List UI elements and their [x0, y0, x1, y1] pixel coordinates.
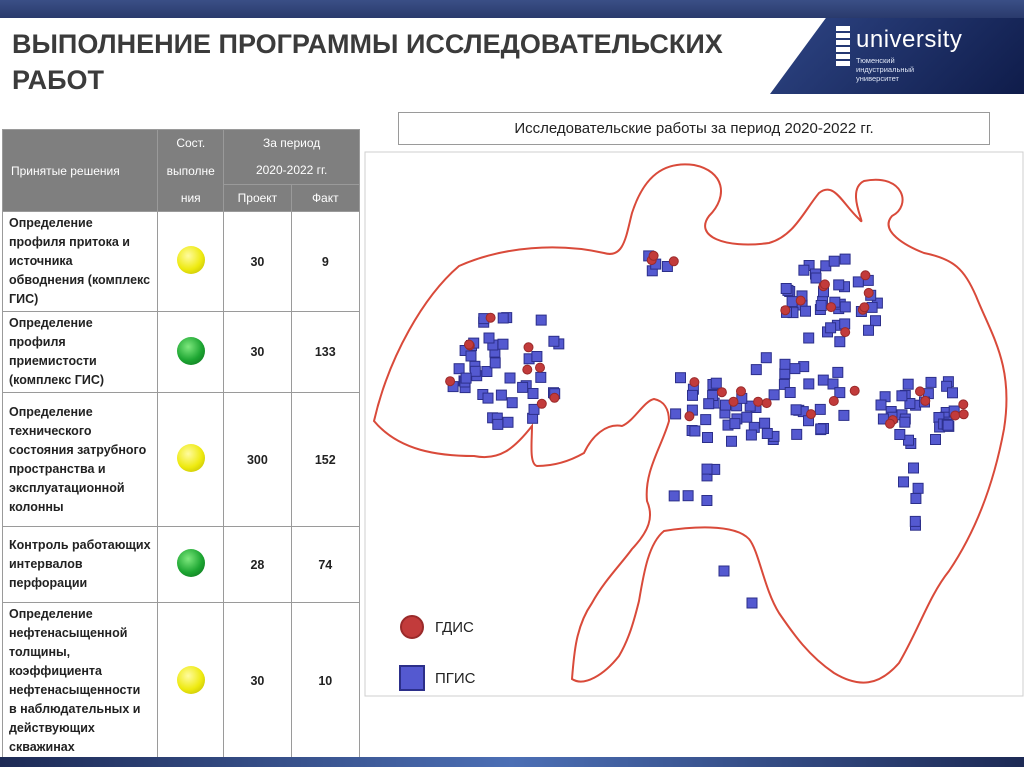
pgis-well-marker [791, 405, 801, 415]
pgis-well-marker [835, 388, 845, 398]
gdis-well-marker [850, 386, 859, 395]
pgis-well-marker [801, 306, 811, 316]
pgis-well-marker [498, 313, 508, 323]
fact-cell: 10 [291, 603, 359, 760]
gdis-well-marker [864, 288, 873, 297]
pgis-well-marker [840, 302, 850, 312]
pgis-well-marker [490, 358, 500, 368]
pgis-well-marker [518, 382, 528, 392]
pgis-well-marker [826, 323, 836, 333]
university-logo [836, 22, 986, 88]
pgis-well-marker [909, 463, 919, 473]
header-period-1: За период [224, 130, 360, 157]
pgis-well-marker [690, 426, 700, 436]
gdis-well-marker [754, 397, 763, 406]
pgis-well-marker [751, 365, 761, 375]
pgis-well-marker [871, 316, 881, 326]
pgis-well-marker [493, 419, 503, 429]
project-cell: 28 [224, 527, 291, 603]
map-title: Исследовательские работы за период 2020-2022 гг. [398, 112, 990, 145]
pgis-well-marker [711, 378, 721, 388]
header-status-2: выполне [158, 157, 224, 185]
header-decisions: Принятые решения [3, 130, 158, 212]
bottom-bar [0, 757, 1024, 767]
project-cell: 300 [224, 393, 291, 527]
blue-square-marker-icon [399, 665, 425, 691]
pgis-well-marker [926, 377, 936, 387]
status-yellow-icon [177, 444, 205, 472]
legend-gdis-label: ГДИС [435, 618, 474, 636]
gdis-well-marker [959, 400, 968, 409]
pgis-well-marker [792, 429, 802, 439]
pgis-well-marker [780, 369, 790, 379]
pgis-well-marker [536, 372, 546, 382]
gdis-well-marker [486, 313, 495, 322]
fact-cell: 9 [291, 212, 359, 312]
gdis-well-marker [951, 411, 960, 420]
pgis-well-marker [911, 494, 921, 504]
decision-cell: Определение нефтенасыщенной толщины, коэффициента нефтенасыщенности в наблюдательных и действующих скважинах [3, 603, 158, 760]
pgis-well-marker [727, 436, 737, 446]
pgis-well-marker [505, 373, 515, 383]
pgis-well-marker [454, 364, 464, 374]
legend-pgis [399, 665, 476, 691]
header-project: Проект [224, 185, 291, 212]
pgis-well-marker [484, 333, 494, 343]
pgis-well-marker [701, 415, 711, 425]
pgis-well-marker [787, 297, 797, 307]
gdis-well-marker [762, 399, 771, 408]
gdis-well-marker [524, 343, 533, 352]
gdis-well-marker [669, 257, 678, 266]
pgis-well-marker [470, 366, 480, 376]
pgis-well-marker [829, 256, 839, 266]
pgis-well-marker [742, 412, 752, 422]
gdis-well-marker [829, 397, 838, 406]
gdis-well-marker [827, 303, 836, 312]
red-circle-marker-icon [399, 614, 425, 640]
pgis-well-marker [897, 391, 907, 401]
pgis-well-marker [769, 390, 779, 400]
gdis-well-marker [685, 412, 694, 421]
pgis-well-marker [528, 389, 538, 399]
table-row [3, 212, 360, 312]
gdis-well-marker [781, 306, 790, 315]
project-cell: 30 [224, 603, 291, 760]
pgis-well-marker [532, 352, 542, 362]
pgis-well-marker [790, 364, 800, 374]
gdis-well-marker [536, 363, 545, 372]
pgis-well-marker [818, 375, 828, 385]
pgis-well-marker [669, 491, 679, 501]
header-fact: Факт [291, 185, 359, 212]
decision-cell: Контроль работающих интервалов перфорации [3, 527, 158, 603]
gdis-well-marker [537, 399, 546, 408]
pgis-well-marker [839, 410, 849, 420]
header-status-3: ния [158, 185, 224, 212]
pgis-well-marker [730, 419, 740, 429]
pgis-well-marker [683, 491, 693, 501]
gdis-well-marker [820, 280, 829, 289]
pgis-well-marker [864, 325, 874, 335]
pgis-well-marker [483, 393, 493, 403]
gdis-well-marker [807, 410, 816, 419]
pgis-well-marker [704, 399, 714, 409]
page-title: ВЫПОЛНЕНИЕ ПРОГРАММЫ ИССЛЕДОВАТЕЛЬСКИХ РАБОТ [12, 29, 723, 95]
gdis-well-marker [737, 387, 746, 396]
pgis-well-marker [785, 388, 795, 398]
pgis-well-marker [804, 379, 814, 389]
pgis-well-marker [913, 483, 923, 493]
pgis-well-marker [840, 254, 850, 264]
pgis-well-marker [507, 398, 517, 408]
pgis-well-marker [498, 339, 508, 349]
table-row [3, 393, 360, 527]
gdis-well-marker [921, 396, 930, 405]
pgis-well-marker [943, 420, 953, 430]
gdis-well-marker [841, 328, 850, 337]
pgis-well-marker [804, 333, 814, 343]
pgis-well-marker [719, 566, 729, 576]
pgis-well-marker [746, 430, 756, 440]
pgis-well-marker [910, 516, 920, 526]
legend-pgis-label: ПГИС [435, 669, 476, 687]
gdis-well-marker [523, 365, 532, 374]
gdis-well-marker [690, 378, 699, 387]
fact-cell: 74 [291, 527, 359, 603]
pgis-well-marker [816, 424, 826, 434]
pgis-well-marker [702, 464, 712, 474]
pgis-well-marker [835, 337, 845, 347]
pgis-well-marker [761, 353, 771, 363]
decision-cell: Определение профиля притока и источника обводнения (комплекс ГИС) [3, 212, 158, 312]
pgis-well-marker [799, 265, 809, 275]
gdis-well-marker [796, 296, 805, 305]
gdis-well-marker [861, 271, 870, 280]
pgis-well-marker [876, 400, 886, 410]
pgis-well-marker [931, 435, 941, 445]
pgis-well-marker [671, 409, 681, 419]
decisions-table [2, 129, 360, 760]
pgis-well-marker [816, 301, 826, 311]
pgis-well-marker [549, 336, 559, 346]
pgis-well-marker [536, 315, 546, 325]
decision-cell: Определение профиля приемистости (комплекс ГИС) [3, 312, 158, 393]
status-yellow-icon [177, 666, 205, 694]
pgis-well-marker [702, 496, 712, 506]
pgis-well-marker [461, 373, 471, 383]
table-row [3, 527, 360, 603]
top-bar [0, 0, 1024, 18]
header-period-2: 2020-2022 гг. [224, 157, 360, 185]
pgis-well-marker [780, 359, 790, 369]
pgis-well-marker [466, 351, 476, 361]
pgis-well-marker [833, 367, 843, 377]
pgis-well-marker [815, 404, 825, 414]
gdis-well-marker [916, 387, 925, 396]
gdis-well-marker [959, 410, 968, 419]
pgis-well-marker [781, 284, 791, 294]
gdis-well-marker [465, 340, 474, 349]
table-row [3, 603, 360, 760]
brand-subtitle: Тюменский индустриальный университет [856, 56, 915, 83]
pgis-well-marker [760, 418, 770, 428]
legend-gdis [399, 614, 474, 640]
status-green-icon [177, 549, 205, 577]
project-cell: 30 [224, 312, 291, 393]
pgis-well-marker [496, 390, 506, 400]
logo-mark-icon [836, 26, 850, 74]
pgis-well-marker [676, 373, 686, 383]
pgis-well-marker [903, 379, 913, 389]
header-status-1: Сост. [158, 130, 224, 157]
pgis-well-marker [762, 429, 772, 439]
gdis-well-marker [717, 388, 726, 397]
gdis-well-marker [649, 251, 658, 260]
fact-cell: 133 [291, 312, 359, 393]
pgis-well-marker [895, 430, 905, 440]
status-green-icon [177, 337, 205, 365]
pgis-well-marker [900, 417, 910, 427]
status-yellow-icon [177, 246, 205, 274]
pgis-well-marker [811, 273, 821, 283]
project-cell: 30 [224, 212, 291, 312]
pgis-well-marker [703, 433, 713, 443]
gdis-well-marker [886, 419, 895, 428]
gdis-well-marker [446, 377, 455, 386]
gdis-well-marker [729, 397, 738, 406]
pgis-well-marker [899, 477, 909, 487]
gdis-well-marker [550, 393, 559, 402]
table-row [3, 312, 360, 393]
pgis-well-marker [747, 598, 757, 608]
decision-cell: Определение технического состояния затрубного пространства и эксплуатационной колонны [3, 393, 158, 527]
brand-name: university [856, 26, 963, 53]
pgis-well-marker [503, 417, 513, 427]
pgis-well-marker [688, 390, 698, 400]
gdis-well-marker [860, 303, 869, 312]
pgis-well-marker [948, 388, 958, 398]
fact-cell: 152 [291, 393, 359, 527]
pgis-well-marker [834, 280, 844, 290]
